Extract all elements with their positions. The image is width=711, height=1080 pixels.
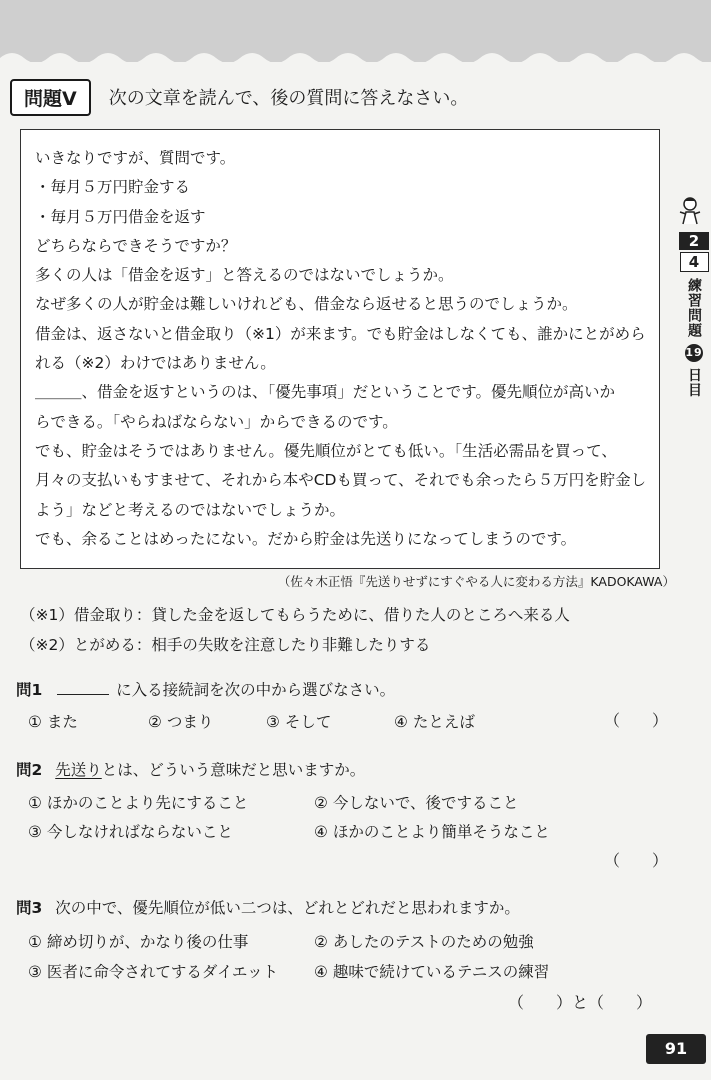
answer-box[interactable]: （ ）と（ ） bbox=[508, 993, 653, 1012]
question-label: 問題Ⅴ bbox=[10, 79, 91, 116]
passage-line: ＿＿＿、借金を返すというのは、「優先事項」だということです。優先順位が高いか bbox=[35, 383, 616, 402]
section-number: 4 bbox=[680, 252, 709, 272]
q3-options-row1 bbox=[28, 930, 534, 952]
passage-line: いきなりですが、質問です。 bbox=[35, 149, 236, 167]
footnote: （※1）借金取り：貸した金を返してもらうために、借りた人のところへ来る人 bbox=[20, 606, 570, 624]
practice-label: 練習問題 bbox=[686, 278, 702, 338]
q2-options-row2 bbox=[28, 820, 550, 842]
question-number: 問2 bbox=[16, 761, 43, 779]
question-text: に入る接続詞を次の中から選びなさい。 bbox=[116, 681, 396, 699]
question-number: 問1 bbox=[16, 681, 43, 699]
option[interactable]: ④ ほかのことより簡単そうなこと bbox=[314, 823, 550, 841]
underlined-term: 先送り bbox=[55, 761, 102, 779]
passage-line: ・毎月５万円貯金する bbox=[35, 178, 191, 197]
source-citation: （佐々木正悟『先送りせずにすぐやる人に変わる方法』KADOKAWA） bbox=[277, 574, 675, 589]
answer-blank bbox=[57, 680, 109, 695]
option[interactable]: ① 締め切りが、かなり後の仕事 bbox=[28, 933, 249, 951]
question-text: とは、どういう意味だと思いますか。 bbox=[101, 761, 366, 779]
passage-line: なぜ多くの人が貯金は難しいけれども、借金なら返せると思うのでしょうか。 bbox=[35, 295, 578, 314]
option[interactable]: ① また bbox=[28, 713, 78, 731]
footnote: （※2）とがめる：相手の失敗を注意したり非難したりする bbox=[20, 636, 431, 654]
option[interactable]: ② あしたのテストのための勉強 bbox=[314, 933, 534, 951]
question-text: 次の中で、優先順位が低い二つは、どれとどれだと思われますか。 bbox=[55, 899, 520, 917]
page-number: 91 bbox=[646, 1034, 706, 1064]
option[interactable]: ③ そして bbox=[266, 713, 332, 731]
q1-options bbox=[28, 710, 475, 732]
question-1 bbox=[16, 678, 395, 700]
passage-line: 借金は、返さないと借金取り（※1）が来ます。でも貯金はしなくても、誰かにとがめら bbox=[35, 324, 646, 343]
option[interactable]: ③ 今しなければならないこと bbox=[28, 823, 233, 841]
q3-options-row2 bbox=[28, 960, 549, 982]
wave-edge bbox=[0, 44, 711, 70]
day-suffix: 日目 bbox=[686, 367, 702, 398]
instruction-text: 次の文章を読んで、後の質問に答えなさい。 bbox=[108, 88, 469, 109]
passage-line: 月々の支払いもすませて、それから本やCDも買って、それでも余ったら５万円を貯金し bbox=[35, 471, 647, 490]
footnotes bbox=[20, 600, 570, 660]
option[interactable]: ① ほかのことより先にすること bbox=[28, 794, 249, 812]
answer-box[interactable]: （ ） bbox=[604, 851, 669, 870]
option[interactable]: ④ たとえば bbox=[394, 713, 475, 731]
passage-line: ・毎月５万円借金を返す bbox=[35, 207, 206, 226]
question-2 bbox=[16, 758, 365, 780]
passage-line: らできる。「やらねばならない」からできるのです。 bbox=[35, 412, 398, 431]
student-figure-icon bbox=[677, 196, 703, 226]
chapter-side-tab bbox=[677, 196, 711, 398]
passage-line: どちらならできそうですか？ bbox=[35, 236, 237, 255]
question-number: 問3 bbox=[16, 899, 43, 917]
side-tab-label bbox=[684, 278, 704, 398]
option[interactable]: ④ 趣味で続けているテニスの練習 bbox=[314, 963, 550, 981]
option[interactable]: ③ 医者に命令されてするダイエット bbox=[28, 963, 279, 981]
passage-line: よう」などと考えるのではないでしょうか。 bbox=[35, 500, 346, 519]
chapter-number: 2 bbox=[679, 232, 709, 250]
question-3 bbox=[16, 896, 520, 918]
q2-options-row1 bbox=[28, 791, 519, 813]
passage-line: れる（※2）わけではありません。 bbox=[35, 354, 276, 373]
passage-line: でも、貯金はそうではありません。優先順位がとても低い。「生活必需品を買って、 bbox=[35, 441, 617, 460]
question-header bbox=[10, 80, 468, 114]
reading-passage bbox=[20, 129, 660, 569]
option[interactable]: ② 今しないで、後ですること bbox=[314, 794, 519, 812]
option[interactable]: ② つまり bbox=[148, 713, 214, 731]
passage-line: でも、余ることはめったにない。だから貯金は先送りになってしまうのです。 bbox=[35, 529, 577, 548]
passage-line: 多くの人は「借金を返す」と答えるのではないでしょうか。 bbox=[35, 266, 454, 285]
day-number: 19 bbox=[685, 344, 703, 362]
answer-box[interactable]: （ ） bbox=[604, 711, 669, 730]
